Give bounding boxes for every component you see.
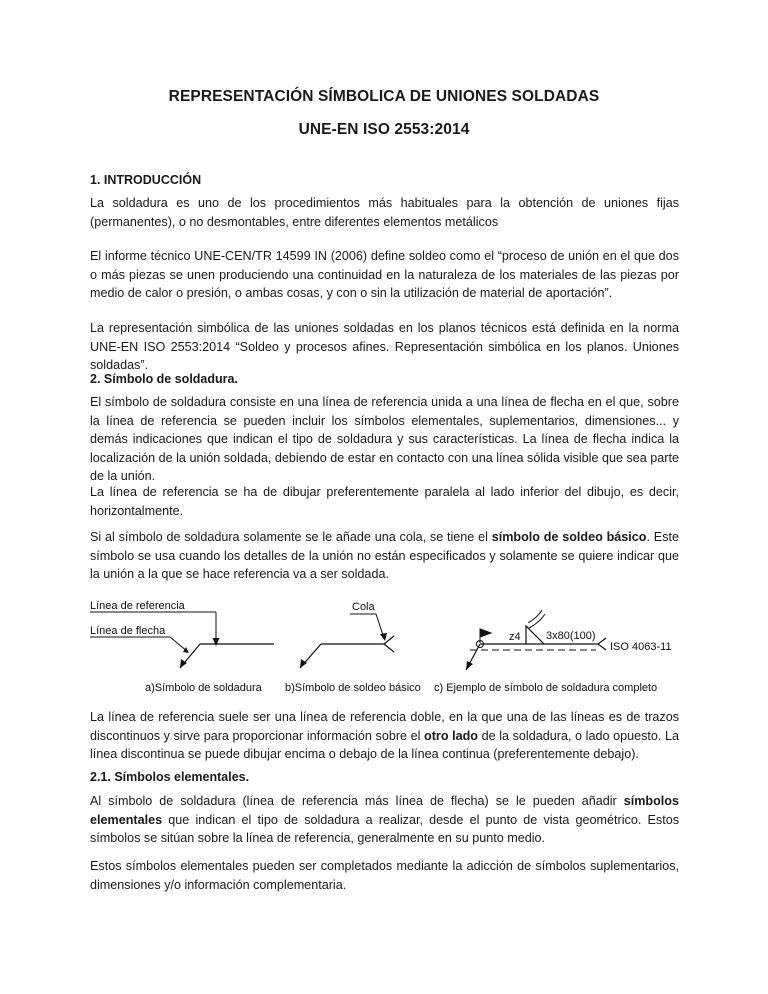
dimension-z: z4: [509, 631, 521, 643]
arrowhead-c: [466, 661, 473, 670]
caption-c: c) Ejemplo de símbolo de soldadura completo: [434, 682, 658, 694]
fillet-weld-symbol-icon: [526, 626, 544, 644]
caption-a: a)Símbolo de soldadura: [145, 682, 262, 694]
bold-term-other-side: otro lado: [424, 728, 479, 743]
section-2-paragraph-4: [90, 708, 679, 764]
tail-upper-c: [598, 638, 606, 644]
paragraph-text: La línea de referencia suele ser una línea de referencia doble, en la que una de las líneas es de trazos discontinuos y sirve para proporcionar información sobre el: [90, 710, 679, 743]
document-subtitle: UNE-EN ISO 2553:2014: [298, 121, 470, 138]
bold-term-basic-symbol: símbolo de soldeo básico: [491, 530, 647, 544]
section-2-heading: 2. Símbolo de soldadura.: [90, 372, 238, 386]
paragraph-text: Al símbolo de soldadura (línea de referencia más línea de flecha) se le pueden añadir: [90, 794, 624, 808]
caption-b: b)Símbolo de soldeo básico: [285, 682, 421, 694]
section-2-1-paragraph-2: Estos símbolos elementales pueden ser completados mediante la adicción de símbolos suplementarios, dimensiones y/o información complementaria.: [90, 859, 679, 892]
weld-symbol-figure: [88, 596, 684, 700]
label-reference-line: Línea de referencia: [90, 600, 185, 612]
section-2-paragraph-1: El símbolo de soldadura consiste en una línea de referencia unida a una línea de flecha en el que, sobre la línea de referencia se pueden incluir los símbolos elementales, suplementarios, dimensiones... y demás indicaciones que indican el tipo de soldadura y sus características. La línea de flecha indica la localización de la unión soldada, debiendo de estar en contacto con una línea sólida visible que sea parte de la unión.: [90, 395, 679, 484]
section-1-paragraph-1: La soldadura es uno de los procedimientos más habituales para la obtención de uniones fijas (permanentes), o no desmontables, entre diferentes elementos metálicos: [90, 196, 679, 229]
paragraph-text: Si al símbolo de soldadura solamente se le añade una cola, se tiene el: [90, 530, 492, 544]
leader-arrowhead: [380, 633, 387, 641]
tail-lower: [384, 644, 394, 652]
document-title: REPRESENTACIÓN SÍMBOLICA DE UNIONES SOLDADAS: [168, 88, 600, 105]
section-1-heading: 1. INTRODUCCIÓN: [90, 173, 202, 187]
section-2-paragraph-3: [90, 528, 679, 584]
leader-arrowhead: [213, 638, 220, 646]
bold-term-elemental-symbols: símbolos elementales: [90, 794, 679, 827]
section-1-paragraph-3: La representación simbólica de las uniones soldadas en los planos técnicos está definida en la norma UNE-EN ISO 2553:2014 “Soldeo y procesos afines. Representación simbólica en los planos. Uniones soldadas”.: [90, 321, 679, 373]
paragraph-text: de la soldadura, o lado opuesto. La línea discontinua se puede dibujar encima o debajo de la línea continua (preferentemente debajo).: [90, 728, 679, 762]
section-1-paragraph-2: El informe técnico UNE-CEN/TR 14599 IN (2006) define soldeo como el “proceso de unión en el que dos o más piezas se unen produciendo una continuidad en la naturaleza de los materiales de las piezas por medio de calor o presión, o ambas cosas, y con o sin la utilización de material de aportación”.: [90, 249, 679, 301]
section-2-paragraph-2: La línea de referencia se ha de dibujar preferentemente paralela al lado inferior del dibujo, es decir, horizontalmente.: [90, 485, 679, 518]
section-2-1-heading: 2.1. Símbolos elementales.: [90, 770, 250, 784]
tail-process-text: ISO 4063-11: [610, 641, 672, 653]
tail-lower-c: [598, 644, 606, 650]
label-arrow-line: Línea de flecha: [90, 625, 166, 637]
paragraph-text: . Este símbolo se usa cuando los detalles de la unión no están especificados y solamente se quiere indicar que la unión a la que se hace referencia va a ser soldada.: [90, 530, 680, 582]
label-tail: Cola: [352, 601, 375, 613]
dimension-arc: [528, 610, 542, 623]
paragraph-text: que indican el tipo de soldadura a realizar, desde el punto de vista geométrico. Estos símbolos se sitúan sobre la línea de referencia, generalmente en su punto medio.: [90, 812, 679, 846]
section-2-1-paragraph-1: [90, 792, 679, 848]
leader-arrowhead: [183, 647, 189, 653]
dimension-weld: 3x80(100): [546, 630, 596, 642]
